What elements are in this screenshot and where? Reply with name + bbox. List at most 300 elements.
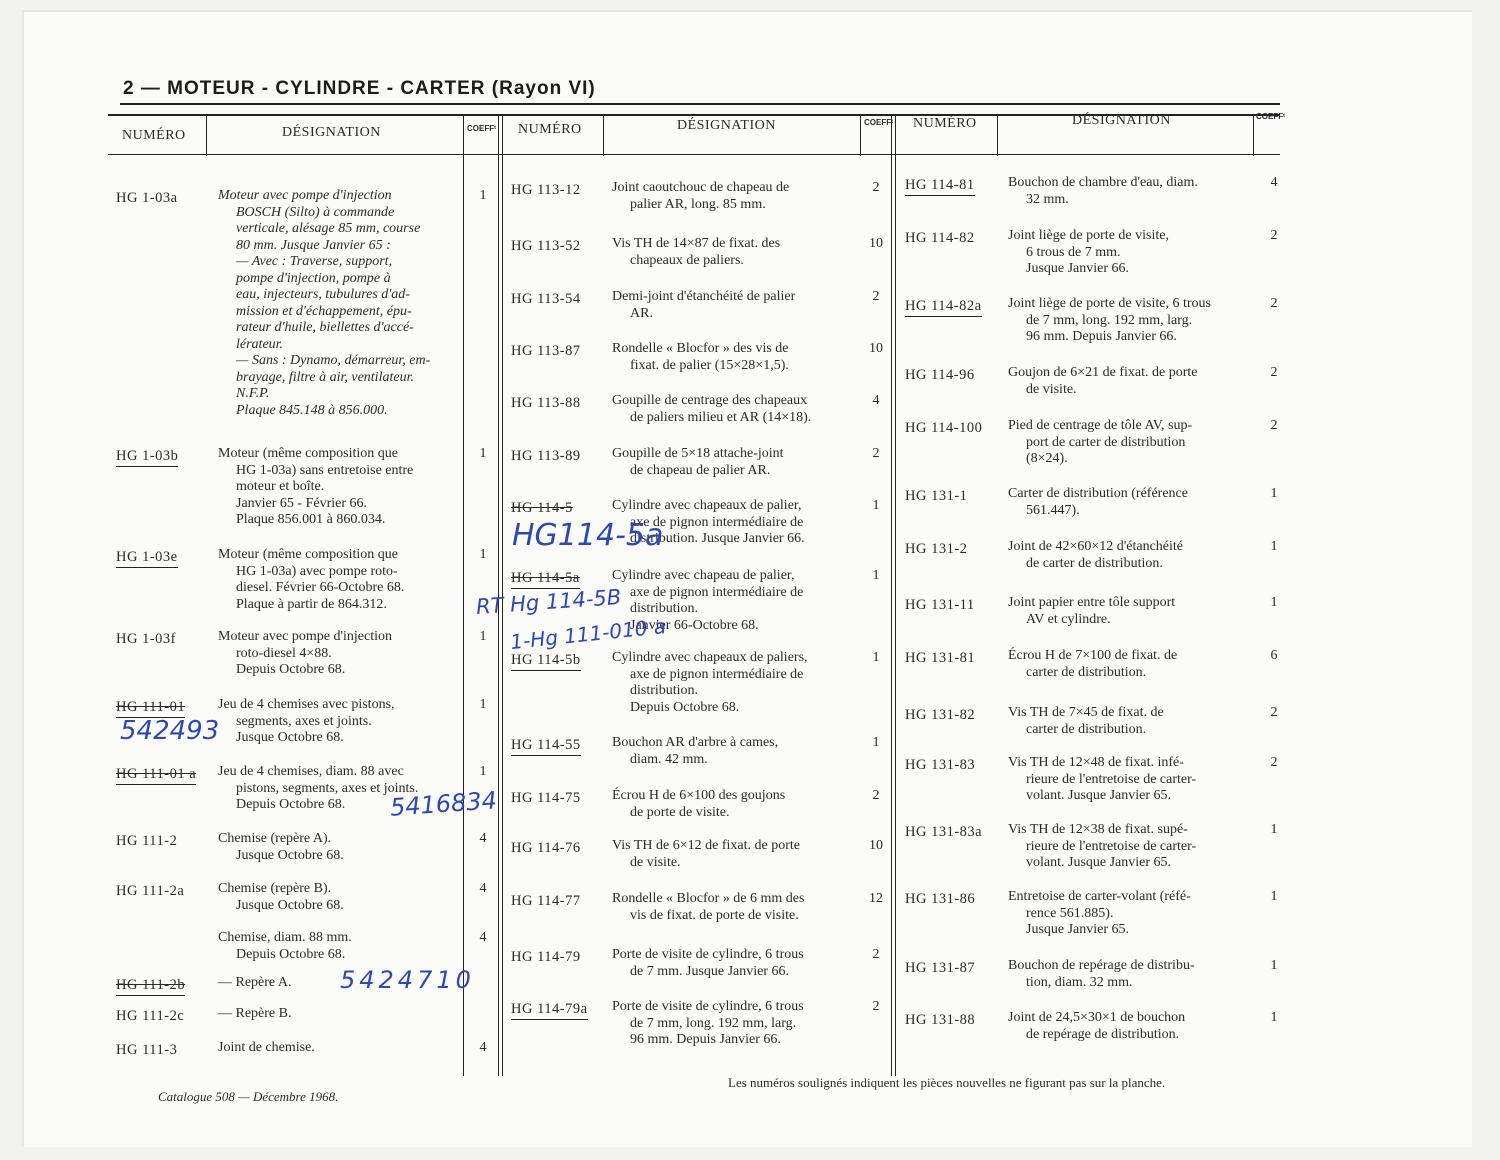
part-number-text: HG 111-2a — [116, 883, 185, 899]
coefficient: 1 — [479, 547, 487, 562]
designation-line: axe de pignon intermédiaire de — [630, 666, 804, 682]
handwritten-note: 5416834 — [389, 786, 498, 822]
coefficient: 2 — [1270, 755, 1278, 770]
coefficient: 2 — [1270, 365, 1278, 380]
coefficient: 2 — [872, 180, 880, 195]
part-number — [511, 570, 580, 587]
footnote: Les numéros soulignés indiquent les pièces nouvelles ne figurant pas sur la planche. — [728, 1075, 1166, 1090]
part-number — [905, 298, 982, 315]
part-number-text: HG 114-5b — [511, 652, 581, 671]
designation-line: Pied de centrage de tôle AV, sup- — [1008, 418, 1193, 433]
part-designation — [612, 838, 858, 871]
coefficient: 10 — [869, 838, 883, 853]
part-number — [905, 650, 975, 667]
part-designation — [218, 930, 463, 963]
part-number-text: HG 114-5 — [511, 500, 573, 516]
designation-line: port de carter de distribution — [1026, 434, 1186, 450]
part-designation — [1008, 1010, 1253, 1043]
part-number-text: HG 114-96 — [905, 367, 975, 383]
part-number-text: HG 111-2b — [116, 977, 185, 996]
designation-line: carter de distribution. — [1026, 721, 1147, 737]
part-designation — [612, 236, 858, 269]
part-designation — [1008, 595, 1253, 628]
part-number-text: HG 131-83a — [905, 824, 983, 840]
part-number — [116, 190, 178, 207]
col-sep — [1253, 116, 1254, 156]
part-number — [116, 833, 177, 850]
designation-line: Moteur avec pompe d'injection — [218, 188, 392, 203]
designation-line: Bouchon de chambre d'eau, diam. — [1008, 175, 1198, 190]
col-sep — [463, 116, 464, 1076]
part-designation — [1008, 486, 1253, 519]
part-number — [905, 824, 982, 841]
part-number — [905, 230, 975, 247]
part-number — [905, 707, 975, 724]
part-number-text: HG 1-03e — [116, 549, 178, 568]
part-number-text: HG 114-55 — [511, 737, 581, 756]
designation-line: Rondelle « Blocfor » des vis de — [612, 341, 789, 356]
part-designation — [218, 1040, 463, 1057]
header-numero: NUMÉRO — [518, 122, 582, 137]
part-number-text: HG 114-5a — [511, 570, 580, 589]
part-number-text: HG 114-77 — [511, 893, 581, 909]
designation-line: diesel. Février 66-Octobre 68. — [236, 580, 405, 595]
title-rule — [120, 103, 1280, 105]
part-number-text: HG 114-82 — [905, 230, 975, 246]
designation-line: Vis TH de 6×12 de fixat. de porte — [612, 838, 800, 853]
part-designation — [218, 188, 463, 419]
part-number-text: HG 131-83 — [905, 757, 976, 773]
designation-line: 6 trous de 7 mm. — [1026, 244, 1121, 260]
part-designation — [218, 629, 463, 679]
part-designation — [218, 547, 463, 613]
part-designation — [1008, 705, 1253, 738]
designation-line: distribution. — [630, 683, 699, 698]
part-number-text: HG 114-75 — [511, 790, 581, 806]
coefficient: 4 — [872, 393, 880, 408]
part-designation — [612, 650, 858, 716]
designation-line: Chemise, diam. 88 mm. — [218, 930, 352, 945]
designation-line: lérateur. — [236, 336, 284, 352]
designation-line: Goupille de centrage des chapeaux — [612, 393, 808, 408]
designation-line: Rondelle « Blocfor » de 6 mm des — [612, 891, 805, 906]
part-number — [116, 766, 196, 783]
designation-line: distribution. Jusque Janvier 66. — [630, 531, 805, 546]
designation-line: pistons, segments, axes et joints. — [236, 780, 419, 796]
designation-line: rateur d'huile, biellettes d'accé- — [236, 320, 414, 335]
designation-line: fixat. de palier (15×28×1,5). — [630, 357, 789, 373]
part-designation — [612, 999, 858, 1049]
col-sep — [860, 116, 861, 156]
part-designation — [218, 446, 463, 529]
coefficient: 4 — [479, 881, 487, 896]
header-coeff: COEFFᵗ — [467, 124, 496, 133]
coefficient: 1 — [479, 446, 487, 461]
part-designation — [1008, 889, 1253, 939]
designation-line: 561.447). — [1026, 502, 1080, 518]
part-number — [905, 891, 975, 908]
designation-line: axe de pignon intermédiaire de — [630, 514, 804, 530]
coefficient: 2 — [872, 446, 880, 461]
designation-line: Cylindre avec chapeau de palier, — [612, 568, 795, 583]
part-number — [511, 893, 581, 910]
part-number-text: HG 111-01 — [116, 699, 185, 718]
part-designation — [1008, 365, 1253, 398]
designation-line: de chapeau de palier AR. — [630, 462, 771, 478]
designation-line: Carter de distribution (référence — [1008, 486, 1188, 501]
coefficient: 1 — [872, 650, 880, 665]
part-number-text: HG 113-54 — [511, 291, 581, 307]
designation-line: Depuis Octobre 68. — [236, 946, 346, 962]
part-number-text: HG 114-79 — [511, 949, 581, 965]
part-number — [116, 883, 184, 900]
part-designation — [1008, 175, 1253, 208]
designation-line: de paliers milieu et AR (14×18). — [630, 409, 812, 425]
part-number — [511, 182, 581, 199]
designation-line: Porte de visite de cylindre, 6 trous — [612, 999, 804, 1014]
coefficient: 10 — [869, 341, 883, 356]
designation-line: 80 mm. Jusque Janvier 65 : — [236, 237, 391, 253]
designation-line: N.F.P. — [236, 386, 270, 401]
part-number — [511, 395, 581, 412]
designation-line: HG 1-03a) sans entretoise entre — [236, 462, 414, 478]
part-number — [511, 291, 581, 308]
designation-line: carter de distribution. — [1026, 664, 1147, 680]
part-designation — [1008, 228, 1253, 278]
coefficient: 2 — [1270, 705, 1278, 720]
coefficient: 1 — [872, 498, 880, 513]
part-designation — [612, 891, 858, 924]
coefficient: 1 — [872, 568, 880, 583]
handwritten-note: 5424710 — [340, 966, 475, 994]
part-designation — [612, 947, 858, 980]
col-sep — [206, 116, 207, 156]
part-number-text: HG 111-01 a — [116, 766, 196, 785]
designation-line: Vis TH de 12×48 de fixat. infé- — [1008, 755, 1184, 770]
coefficient: 2 — [1270, 296, 1278, 311]
coefficient: 1 — [872, 735, 880, 750]
part-number-text: HG 1-03f — [116, 631, 176, 647]
designation-line: Jeu de 4 chemises avec pistons, — [218, 697, 395, 712]
part-number-text: HG 131-87 — [905, 960, 976, 976]
coefficient: 1 — [479, 697, 487, 712]
part-number-text: HG 113-88 — [511, 395, 581, 411]
designation-line: distribution. — [630, 601, 699, 616]
designation-line: Moteur (même composition que — [218, 446, 399, 461]
designation-line: Goujon de 6×21 de fixat. de porte — [1008, 365, 1198, 380]
designation-line: chapeaux de paliers. — [630, 252, 744, 268]
designation-line: palier AR, long. 85 mm. — [630, 196, 766, 212]
part-number — [116, 1042, 177, 1059]
designation-line: 96 mm. Depuis Janvier 66. — [630, 1032, 781, 1047]
designation-line: — Repère A. — [218, 975, 292, 990]
designation-line: Demi-joint d'étanchéité de palier — [612, 289, 796, 304]
designation-line: pompe d'injection, pompe à — [236, 270, 391, 286]
designation-line: Jusque Janvier 66. — [1026, 261, 1130, 276]
part-number-text: HG 114-79a — [511, 1001, 588, 1020]
designation-line: — Sans : Dynamo, démarreur, em- — [236, 353, 431, 368]
coefficient: 6 — [1270, 648, 1278, 663]
header-bottom-rule — [108, 154, 1280, 155]
designation-line: de carter de distribution. — [1026, 555, 1163, 571]
part-number-text: HG 113-12 — [511, 182, 581, 198]
header-coeff: COEFFᵗ — [1256, 112, 1285, 121]
coefficient: 4 — [1270, 175, 1278, 190]
part-designation — [1008, 958, 1253, 991]
part-number — [511, 737, 581, 754]
designation-line: rence 561.885). — [1026, 905, 1114, 921]
part-number — [116, 631, 176, 648]
designation-line: de visite. — [630, 854, 681, 870]
designation-line: — Avec : Traverse, support, — [236, 254, 393, 269]
designation-line: volant. Jusque Janvier 65. — [1026, 855, 1172, 870]
coefficient: 2 — [872, 788, 880, 803]
designation-line: AV et cylindre. — [1026, 611, 1111, 627]
designation-line: Plaque 856.001 à 860.034. — [236, 512, 386, 527]
part-number-text: HG 131-88 — [905, 1012, 976, 1028]
designation-line: axe de pignon intermédiaire de — [630, 584, 804, 600]
part-number-text: HG 1-03a — [116, 190, 178, 206]
designation-line: Depuis Octobre 68. — [236, 797, 346, 812]
handwritten-note: 542493 — [120, 716, 220, 746]
part-number-text: HG 113-89 — [511, 448, 581, 464]
coefficient: 1 — [479, 188, 487, 203]
part-number — [116, 977, 185, 994]
part-number — [905, 420, 982, 437]
designation-line: Joint de 42×60×12 d'étanchéité — [1008, 539, 1183, 554]
designation-line: vis de fixat. de porte de visite. — [630, 907, 799, 923]
designation-line: rieure de l'entretoise de carter- — [1026, 838, 1197, 854]
designation-line: 32 mm. — [1026, 191, 1069, 207]
designation-line: Joint de 24,5×30×1 de bouchon — [1008, 1010, 1186, 1025]
designation-line: Plaque 845.148 à 856.000. — [236, 402, 388, 418]
part-number — [511, 790, 581, 807]
designation-line: Écrou H de 6×100 des goujons — [612, 788, 786, 803]
part-number — [905, 488, 967, 505]
designation-line: — Repère B. — [218, 1006, 292, 1021]
designation-line: AR. — [630, 305, 653, 321]
designation-line: Jeu de 4 chemises, diam. 88 avec — [218, 764, 404, 779]
designation-line: BOSCH (Silto) à commande — [236, 204, 395, 220]
col-sep — [603, 116, 604, 156]
coefficient: 1 — [1270, 595, 1278, 610]
part-number — [116, 549, 178, 566]
designation-line: Joint de chemise. — [218, 1040, 315, 1055]
part-designation — [612, 735, 858, 768]
coefficient: 2 — [872, 947, 880, 962]
designation-line: Depuis Octobre 68. — [236, 662, 346, 677]
coefficient: 1 — [1270, 539, 1278, 554]
designation-line: Vis TH de 7×45 de fixat. de — [1008, 705, 1164, 720]
handwritten-note: RT Hg 114-5B — [475, 584, 622, 620]
part-number-text: HG 1-03b — [116, 448, 178, 467]
coefficient: 1 — [479, 764, 487, 779]
part-number — [905, 960, 975, 977]
coefficient: 10 — [869, 236, 883, 251]
designation-line: Jusque Octobre 68. — [236, 730, 344, 745]
designation-line: de porte de visite. — [630, 804, 730, 820]
part-number — [116, 1008, 184, 1025]
designation-line: de 7 mm, long. 192 mm, larg. — [630, 1015, 797, 1031]
coefficient: 1 — [1270, 889, 1278, 904]
designation-line: de repérage de distribution. — [1026, 1026, 1180, 1042]
part-number — [511, 238, 581, 255]
coefficient: 1 — [1270, 958, 1278, 973]
part-designation — [612, 393, 858, 426]
designation-line: Vis TH de 14×87 de fixat. des — [612, 236, 781, 251]
part-number — [511, 448, 581, 465]
part-number — [905, 1012, 975, 1029]
part-number-text: HG 114-81 — [905, 177, 975, 196]
designation-line: Moteur (même composition que — [218, 547, 399, 562]
designation-line: Cylindre avec chapeaux de paliers, — [612, 650, 808, 665]
col-sep — [891, 116, 892, 1076]
part-number-text: HG 114-76 — [511, 840, 581, 856]
designation-line: Vis TH de 12×38 de fixat. supé- — [1008, 822, 1188, 837]
header-numero: NUMÉRO — [122, 128, 186, 143]
part-number-text: HG 131-86 — [905, 891, 976, 907]
part-number-text: HG 111-2 — [116, 833, 178, 849]
col-sep — [997, 116, 998, 156]
designation-line: volant. Jusque Janvier 65. — [1026, 788, 1172, 803]
part-number — [905, 367, 975, 384]
part-number-text: HG 131-82 — [905, 707, 976, 723]
coefficient: 4 — [479, 930, 487, 945]
part-number — [511, 343, 581, 360]
designation-line: Joint caoutchouc de chapeau de — [612, 180, 790, 195]
col-sep — [895, 116, 896, 1076]
coefficient: 2 — [1270, 228, 1278, 243]
designation-line: Jusque Octobre 68. — [236, 847, 344, 863]
designation-line: Plaque à partir de 864.312. — [236, 596, 387, 612]
designation-line: Janvier 66-Octobre 68. — [630, 617, 759, 633]
designation-line: Depuis Octobre 68. — [630, 699, 740, 715]
part-number-text: HG 111-2c — [116, 1008, 185, 1024]
designation-line: de 7 mm. Jusque Janvier 66. — [630, 963, 790, 979]
part-number — [511, 500, 573, 517]
part-number — [905, 597, 975, 614]
designation-line: diam. 42 mm. — [630, 751, 708, 767]
designation-line: tion, diam. 32 mm. — [1026, 974, 1133, 990]
part-number — [511, 1001, 588, 1018]
part-number-text: HG 111-3 — [116, 1042, 178, 1058]
designation-line: verticale, alésage 85 mm, course — [236, 221, 421, 236]
coefficient: 1 — [1270, 822, 1278, 837]
designation-line: Joint liège de porte de visite, 6 trous — [1008, 296, 1211, 311]
part-number-text: HG 113-52 — [511, 238, 581, 254]
part-number — [905, 757, 975, 774]
coefficient: 12 — [869, 891, 883, 906]
part-number-text: HG 131-2 — [905, 541, 968, 557]
part-designation — [1008, 648, 1253, 681]
part-designation — [218, 881, 463, 914]
part-number — [116, 699, 185, 716]
part-designation — [612, 289, 858, 322]
coefficient: 4 — [479, 1040, 487, 1055]
part-number — [905, 541, 967, 558]
catalogue-reference: Catalogue 508 — Décembre 1968. — [158, 1089, 339, 1104]
coefficient: 1 — [479, 629, 487, 644]
designation-line: Porte de visite de cylindre, 6 trous — [612, 947, 804, 962]
designation-line: de visite. — [1026, 381, 1077, 397]
designation-line: segments, axes et joints. — [236, 713, 372, 729]
designation-line: eau, injecteurs, tubulures d'ad- — [236, 287, 410, 302]
handwritten-note: HG114-5a — [512, 518, 664, 553]
designation-line: HG 1-03a) avec pompe roto- — [236, 563, 398, 579]
coefficient: 2 — [1270, 418, 1278, 433]
part-number-text: HG 114-82a — [905, 298, 982, 317]
part-number-text: HG 114-100 — [905, 420, 983, 436]
designation-line: Janvier 65 - Février 66. — [236, 495, 368, 511]
coefficient: 2 — [872, 999, 880, 1014]
designation-line: Bouchon AR d'arbre à cames, — [612, 735, 779, 750]
part-number — [905, 177, 975, 194]
coefficient: 1 — [1270, 1010, 1278, 1025]
designation-line: mission et d'échappement, épu- — [236, 303, 412, 319]
part-number — [116, 448, 178, 465]
coefficient: 2 — [872, 289, 880, 304]
part-designation — [1008, 539, 1253, 572]
designation-line: 96 mm. Depuis Janvier 66. — [1026, 329, 1177, 344]
part-designation — [1008, 822, 1253, 872]
part-number-text: HG 131-11 — [905, 597, 975, 613]
designation-line: Joint liège de porte de visite, — [1008, 228, 1169, 243]
designation-line: Goupille de 5×18 attache-joint — [612, 446, 784, 461]
part-designation — [218, 697, 463, 747]
coefficient: 1 — [1270, 486, 1278, 501]
part-designation — [1008, 296, 1253, 346]
designation-line: Entretoise de carter-volant (réfé- — [1008, 889, 1191, 904]
designation-line: Jusque Octobre 68. — [236, 897, 344, 913]
part-designation — [218, 1006, 463, 1023]
designation-line: Écrou H de 7×100 de fixat. de — [1008, 648, 1178, 663]
header-coeff: COEFFᵗ — [864, 118, 893, 127]
designation-line: brayage, filtre à air, ventilateur. — [236, 369, 414, 385]
header-numero: NUMÉRO — [913, 116, 977, 131]
handwritten-note: 1-Hg 111-010 a — [509, 613, 668, 655]
designation-line: Joint papier entre tôle support — [1008, 595, 1176, 610]
designation-line: Chemise (repère B). — [218, 881, 332, 896]
part-number-text: HG 113-87 — [511, 343, 581, 359]
coefficient: 4 — [479, 831, 487, 846]
part-designation — [612, 446, 858, 479]
header-designation: DÉSIGNATION — [1072, 113, 1171, 128]
part-number-text: HG 131-81 — [905, 650, 976, 666]
part-number — [511, 652, 581, 669]
designation-line: (8×24). — [1026, 451, 1068, 466]
designation-line: roto-diesel 4×88. — [236, 645, 332, 661]
part-number — [511, 949, 581, 966]
part-designation — [612, 788, 858, 821]
designation-line: Jusque Janvier 65. — [1026, 922, 1130, 937]
part-designation — [218, 831, 463, 864]
designation-line: Bouchon de repérage de distribu- — [1008, 958, 1195, 973]
part-designation — [1008, 418, 1253, 468]
part-number-text: HG 131-1 — [905, 488, 968, 504]
part-designation — [612, 180, 858, 213]
header-designation: DÉSIGNATION — [282, 125, 381, 140]
designation-line: Moteur avec pompe d'injection — [218, 629, 392, 644]
designation-line: moteur et boîte. — [236, 479, 325, 494]
part-designation — [1008, 755, 1253, 805]
page-title: 2 — MOTEUR - CYLINDRE - CARTER (Rayon VI) — [123, 78, 596, 99]
part-designation — [612, 341, 858, 374]
designation-line: de 7 mm, long. 192 mm, larg. — [1026, 312, 1193, 328]
part-number — [511, 840, 581, 857]
designation-line: Cylindre avec chapeaux de palier, — [612, 498, 802, 513]
header-designation: DÉSIGNATION — [677, 118, 776, 133]
designation-line: rieure de l'entretoise de carter- — [1026, 771, 1197, 787]
